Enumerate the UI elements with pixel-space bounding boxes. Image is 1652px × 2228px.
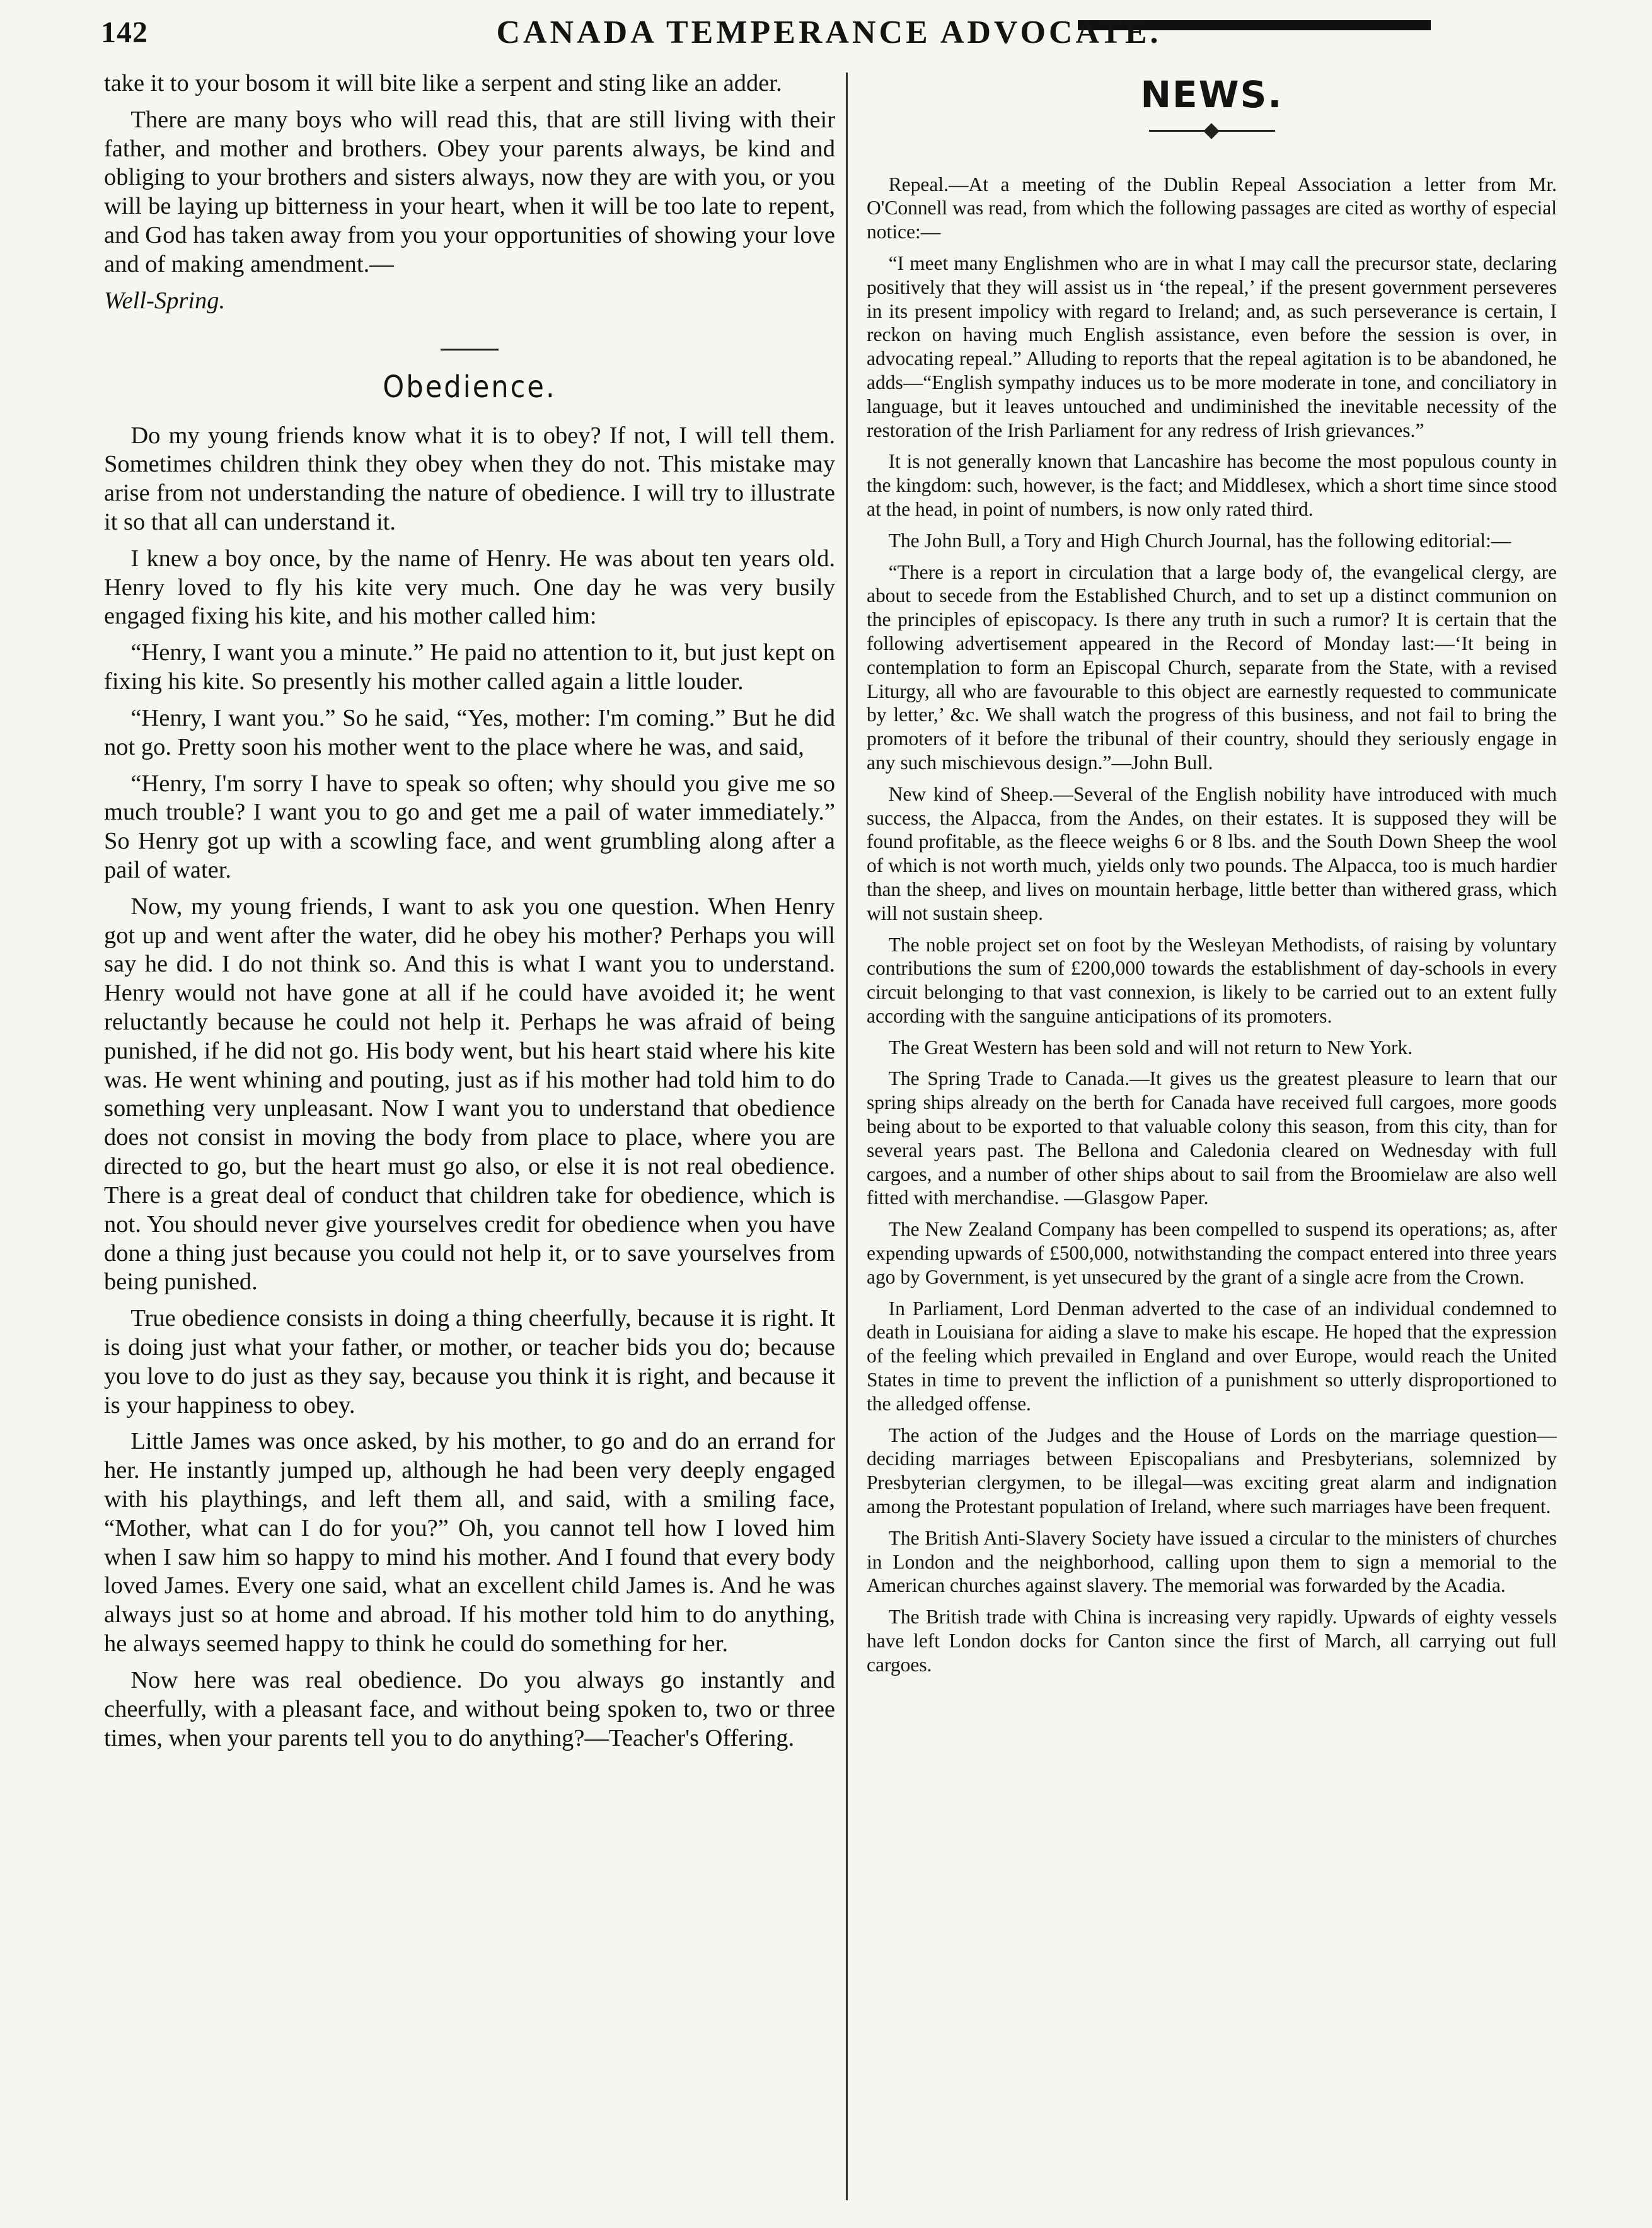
title-ornament: [1149, 124, 1275, 137]
news-item: The action of the Judges and the House of Lords on the marriage question—deciding marriages between Episcopalians and Presbyterians, solemnized by Presbyterian clergymen, to be illegal—was exciting great alarm and indignation among the Protestant population of Ireland, where such marriages have been frequent.: [867, 1424, 1557, 1518]
article-paragraph: True obedience consists in doing a thing cheerfully, because it is right. It is doing just what your father, or mother, or teacher bids you do; because you love to do just as they say, because you think it is right, and because it is your happiness to obey.: [104, 1305, 835, 1419]
news-item: In Parliament, Lord Denman adverted to the case of an individual condemned to death in Louisiana for aiding a slave to make his escape. He hoped that the expression of the feeling which prevailed in England and over Europe, would reach the United States in time to prevent the infliction of a punishment so utterly disproportioned to the alledged offense.: [867, 1297, 1557, 1415]
article-paragraph: “Henry, I'm sorry I have to speak so often; why should you give me so much trouble? I want you to go and get me a pail of water immediately.” So Henry got up with a scowling face, and went grumbling along after a pail of water.: [104, 770, 835, 883]
news-item: Repeal.—At a meeting of the Dublin Repeal Association a letter from Mr. O'Connell was read, from which the following passages are cited as worthy of especial notice:—: [867, 173, 1557, 243]
article-paragraph: Little James was once asked, by his mother, to go and do an errand for her. He instantly jumped up, although he had been very deeply engaged with his playthings, and left them all, and said, with a smiling face, “Mother, what can I do for you?” Oh, you cannot tell how I loved him when I saw him so happy to mind his mother. And I found that every body loved James. Every one said, what an excellent child James is. And he was always just so at home and abroad. If his mother told him to do anything, he always seemed happy to think he could do something for her.: [104, 1428, 835, 1657]
news-item: The John Bull, a Tory and High Church Journal, has the following editorial:—: [888, 529, 1511, 552]
intro-paragraph: There are many boys who will read this, that are still living with their father, and mother and brothers. Obey your parents always, be kind and obliging to your brothers and sisters always, now they are with you, or you will be laying up bitterness in your heart, when it will be too late to repent, and God has taken away from you your opportunities of showing your love and of making amendment.—: [104, 106, 835, 277]
intro-paragraph: take it to your bosom it will bite like a serpent and sting like an adder.: [104, 70, 782, 96]
ornament-diamond: [1203, 123, 1219, 139]
news-item: The New Zealand Company has been compelled to suspend its operations; as, after expending upwards of £500,000, notwithstanding the compact entered into three years ago by Government, is yet unsecured by the grant of a single acre from the Crown.: [867, 1218, 1557, 1288]
news-item: It is not generally known that Lancashire has become the most populous county in the kingdom: such, however, is the fact; and Middlesex, which a short time since stood at the head, in point of numbers, is now only rated third.: [867, 450, 1557, 520]
article-paragraph: “Henry, I want you.” So he said, “Yes, mother: I'm coming.” But he did not go. Pretty soon his mother went to the place where he was, and said,: [104, 704, 835, 760]
news-section-title: NEWS.: [1140, 73, 1283, 116]
column-divider: [846, 73, 848, 2200]
news-item: The British Anti-Slavery Society have issued a circular to the ministers of churches in London and the neighborhood, calling upon them to sign a memorial to the American churches against slavery. The memorial was forwarded by the Acadia.: [867, 1526, 1557, 1597]
news-item: New kind of Sheep.—Several of the English nobility have introduced with much success, the Alpacca, from the Andes, on their estates. It is supposed they will be found profitable, as the fleece weighs 6 or 8 lbs. and the South Down Sheep the wool of which is not worth much, yields only two pounds. The Alpacca, too is much hardier than the sheep, and lives on mountain herbage, little better than withered grass, which will not sustain sheep.: [867, 782, 1557, 924]
left-column: [104, 69, 835, 2213]
page-header: [95, 11, 1563, 53]
page-number: 142: [101, 16, 148, 49]
news-item: The Great Western has been sold and will not return to New York.: [888, 1036, 1413, 1059]
intro-credit: Well-Spring.: [104, 287, 226, 314]
article-paragraph: “Henry, I want you a minute.” He paid no attention to it, but just kept on fixing his kite. So presently his mother called again a little louder.: [104, 639, 835, 695]
section-rule: [441, 349, 499, 351]
right-column: [867, 69, 1557, 2213]
article-paragraph: Now, my young friends, I want to ask you one question. When Henry got up and went after the water, did he obey his mother? Perhaps you will say he did. I do not think so. And this is what I want you to understand. Henry would not have gone at all if he could have avoided it; he went reluctantly because he could not help it. Perhaps he was afraid of being punished, if he did not go. His body went, but his heart staid where his kite was. He went whining and pouting, just as if his mother had told him to do something very unpleasant. Now I want you to understand that obedience does not consist in moving the body from place to place, where you are directed to go, but the heart must go also, or else it is not real obedience. There is a great deal of conduct that children take for obedience, which is not. You should never give yourselves credit for obedience when you have done a thing just because you could not help it, or to save yourselves from being punished.: [104, 893, 835, 1296]
news-item: The Spring Trade to Canada.—It gives us the greatest pleasure to learn that our spring ships already on the berth for Canada have received full cargoes, more goods being about to be exported to that valuable colony this season, from this city, than for several years past. The Bellona and Caledonia cleared on Wednesday with full cargoes, and a number of other ships about to sail from the Broomielaw are also well fitted with merchandise. —Glasgow Paper.: [867, 1067, 1557, 1209]
article-paragraph: Do my young friends know what it is to obey? If not, I will tell them. Sometimes children think they obey when they do not. This mistake may arise from not understanding the nature of obedience. I will try to illustrate it so that all can understand it.: [104, 422, 835, 536]
news-item: “I meet many Englishmen who are in what I may call the precursor state, declaring positively that they will assist us in ‘the repeal,’ if the present government perseveres in its present impolicy with regard to Ireland; and, as such perseverance is certain, I reckon on having much English assistance, even before the session is over, in advocating repeal.” Alluding to reports that the repeal agitation is to be abandoned, he adds—“English sympathy induces us to be more moderate in tone, and conciliatory in language, but it leaves untouched and undiminished the inevitable necessity of the restoration of the Irish Parliament for any redress of Irish grievances.”: [867, 252, 1557, 441]
article-paragraph: I knew a boy once, by the name of Henry. He was about ten years old. Henry loved to fly his kite very much. One day he was very busily engaged fixing his kite, and his mother called him:: [104, 545, 835, 630]
running-title: CANADA TEMPERANCE ADVOCATE.: [496, 15, 1162, 50]
news-item: “There is a report in circulation that a large body of, the evangelical clergy, are about to secede from the Established Church, and to set up a distinct communion on the principles of episcopacy. Is there any truth in such a rumor? It is certain that the following advertisement appeared in the Record of Monday last:—‘It being in contemplation to form an Episcopal Church, separate from the State, with a revised Liturgy, all who are favourable to this object are earnestly requested to communicate by letter,’ &c. We shall watch the progress of this business, and not fail to bring the promoters of it before the tribunal of their country, should they seriously engage in any such mischievous design.”—John Bull.: [867, 560, 1557, 774]
article-paragraph: Now here was real obedience. Do you always go instantly and cheerfully, with a pleasant face, and without being spoken to, two or three times, when your parents tell you to do anything?—Teacher's Offering.: [104, 1666, 835, 1751]
article-title-obedience: Obedience.: [383, 369, 557, 405]
news-item: The British trade with China is increasing very rapidly. Upwards of eighty vessels have left London docks for Canton since the first of March, all carrying out full cargoes.: [867, 1606, 1557, 1676]
news-item: The noble project set on foot by the Wesleyan Methodists, of raising by voluntary contributions the sum of £200,000 towards the establishment of day-schools in every circuit belonging to that vast connexion, is likely to be carried out to an extent fully according with the sanguine anticipations of its promoters.: [867, 933, 1557, 1027]
